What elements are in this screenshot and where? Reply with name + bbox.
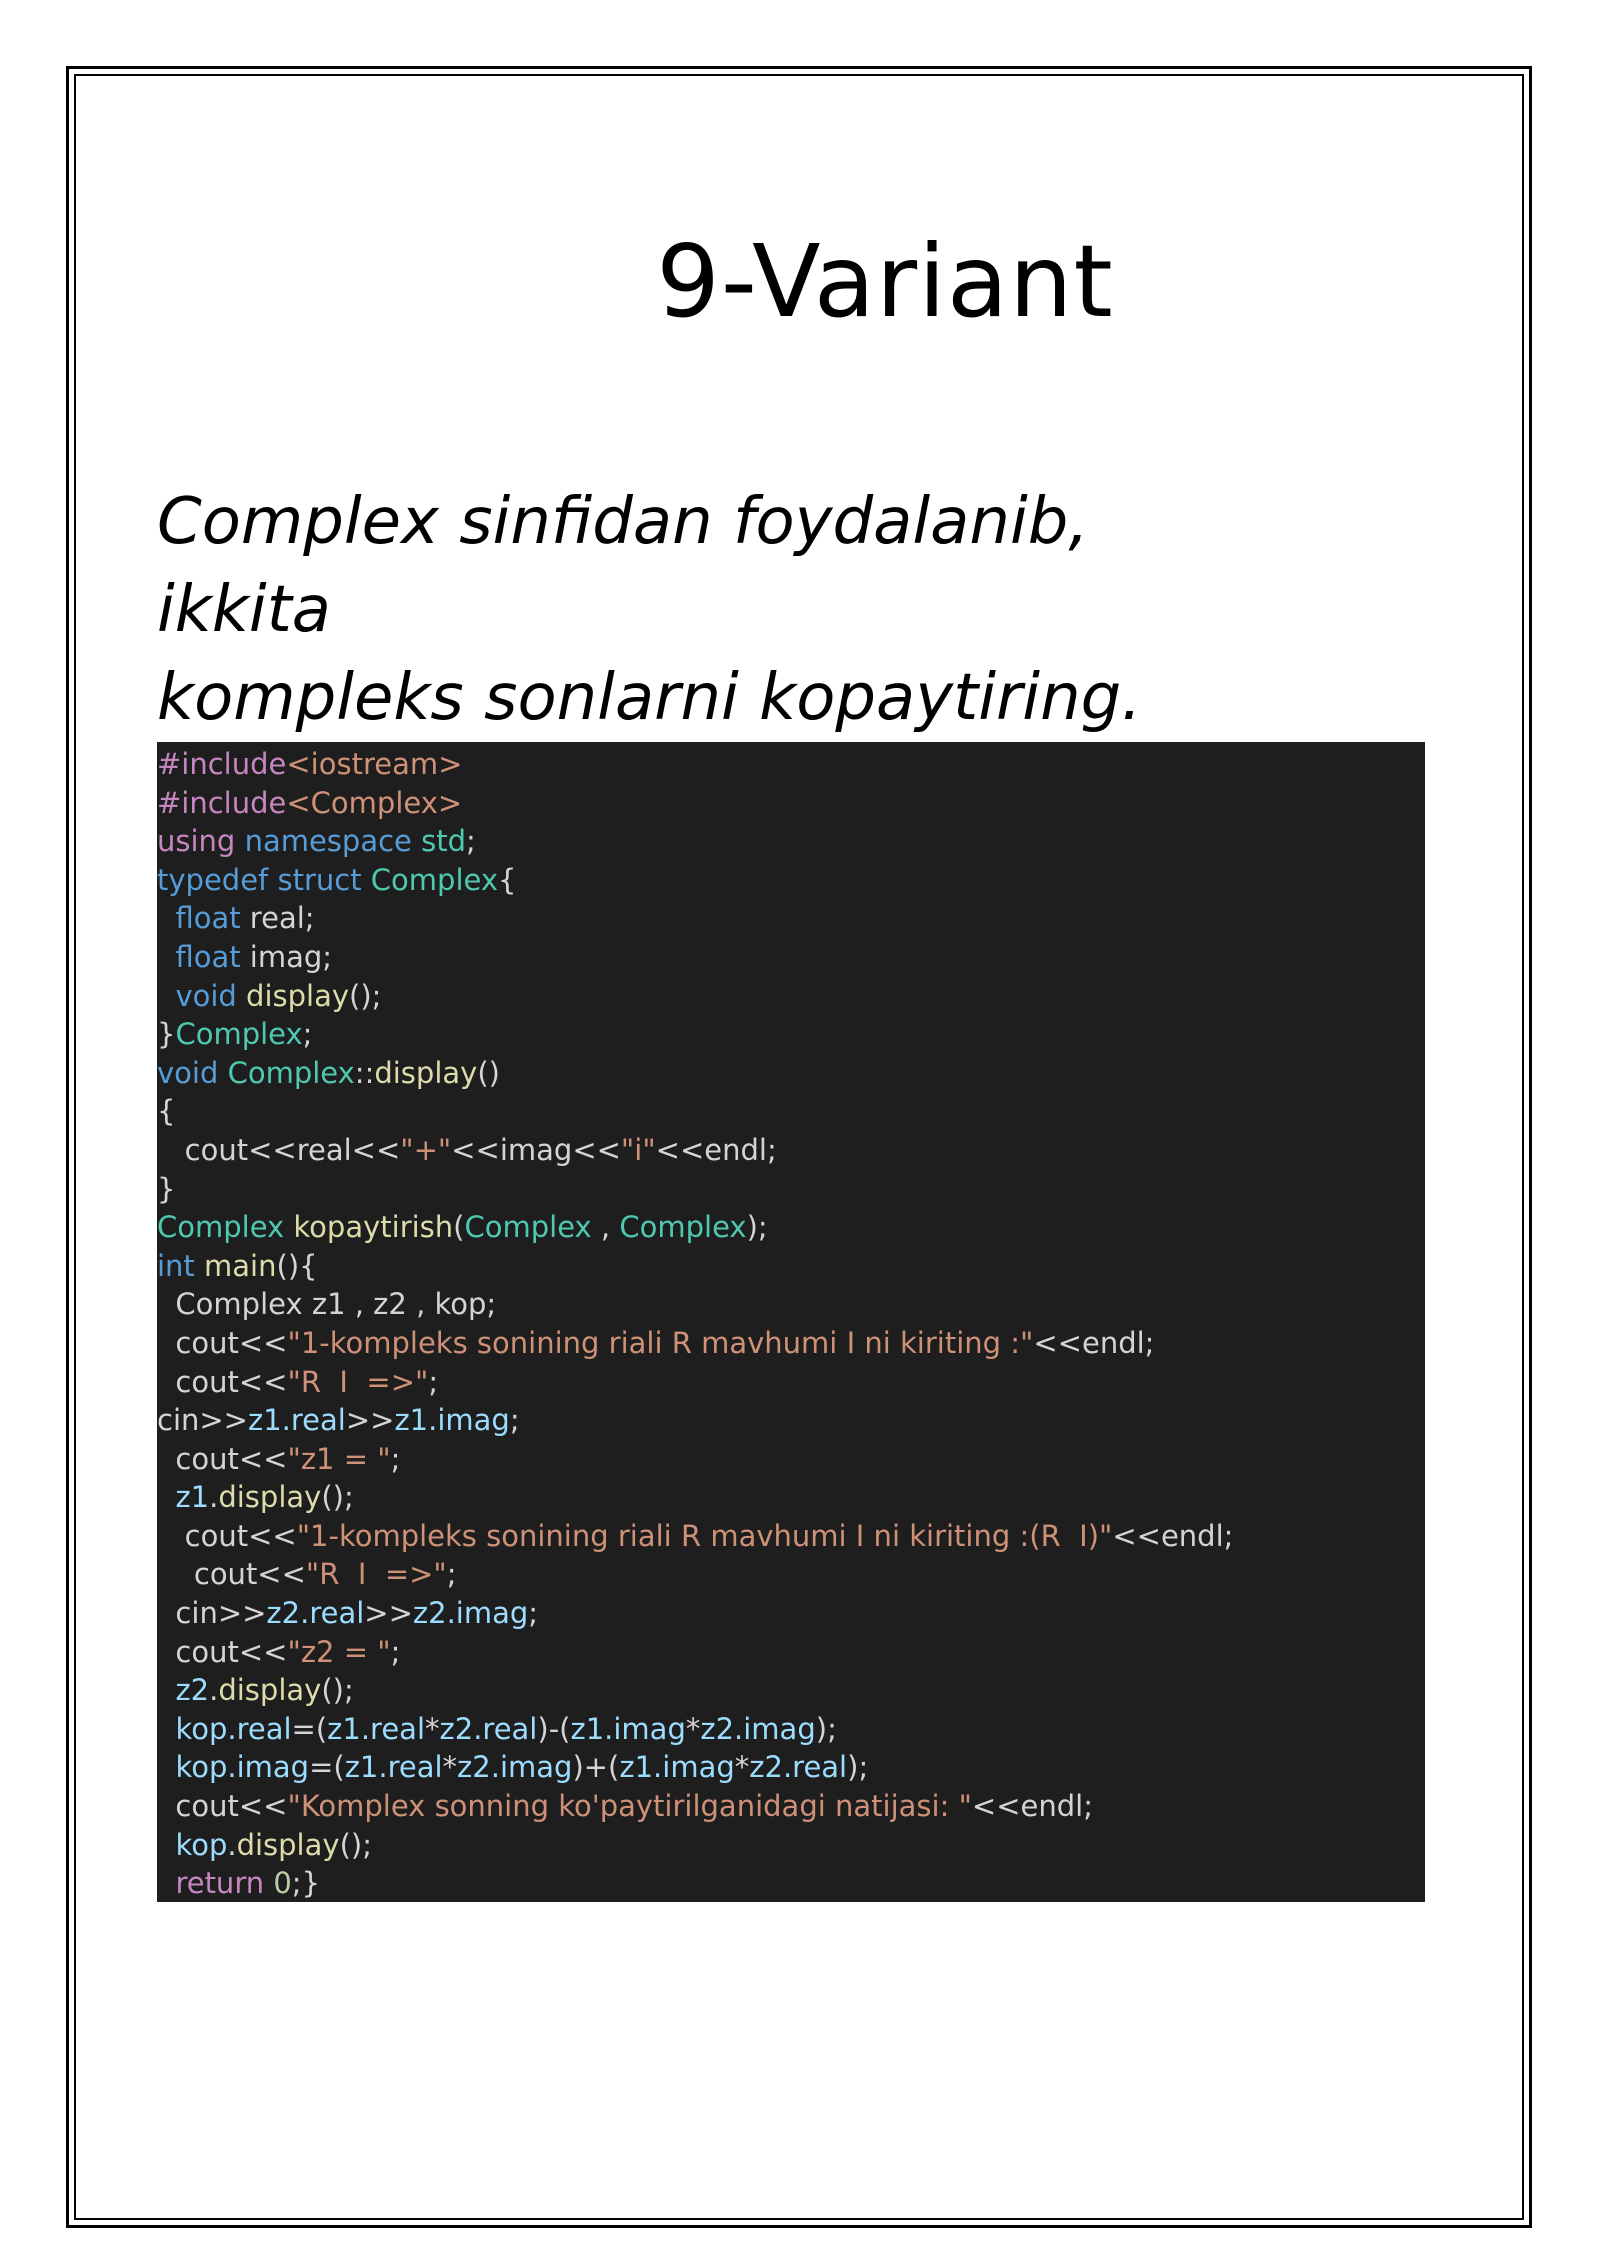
- code-token: );: [847, 1750, 869, 1785]
- code-line: [157, 1054, 1425, 1093]
- code-token: cin>>: [157, 1403, 248, 1438]
- code-line: [157, 1440, 1425, 1479]
- code-line: [157, 1324, 1425, 1363]
- code-token: [157, 1673, 175, 1707]
- code-line: [157, 1170, 1425, 1209]
- code-token: kop: [175, 1827, 228, 1862]
- task-description: [157, 478, 1257, 742]
- code-line: [157, 1787, 1425, 1826]
- code-token: );: [746, 1210, 768, 1245]
- code-token: z2.real: [749, 1750, 848, 1785]
- code-token: *: [442, 1750, 458, 1785]
- code-token: z1.imag: [619, 1750, 735, 1785]
- code-token: Complex: [157, 1210, 285, 1245]
- code-line: [157, 1131, 1425, 1170]
- code-line: [157, 822, 1425, 861]
- code-token: cin>>: [157, 1596, 267, 1631]
- code-line: [157, 1092, 1425, 1131]
- code-token: "R I =>": [287, 1364, 429, 1399]
- code-token: [157, 1866, 175, 1900]
- code-token: Complex: [175, 1017, 303, 1052]
- code-token: cout<<: [157, 1441, 288, 1476]
- code-token: struct: [277, 862, 362, 897]
- code-token: display: [236, 1827, 340, 1862]
- code-token: ();: [349, 978, 382, 1013]
- code-token: "1-kompleks sonining riali R mavhumi I ni kiriting :": [287, 1325, 1034, 1360]
- code-line: [157, 1864, 1425, 1903]
- code-token: }: [157, 1171, 176, 1206]
- code-token: >>: [364, 1596, 413, 1631]
- code-token: )-(: [537, 1711, 571, 1746]
- code-token: real;: [240, 901, 315, 936]
- code-token: "1-kompleks sonining riali R mavhumi I ni kiriting :(R I)": [296, 1518, 1113, 1553]
- code-token: >>: [345, 1403, 395, 1438]
- code-token: Complex: [370, 862, 498, 897]
- code-token: [237, 979, 246, 1013]
- code-token: ;: [446, 1557, 457, 1592]
- code-token: void: [157, 1055, 219, 1090]
- code-token: [362, 863, 371, 897]
- code-token: z2.imag: [700, 1711, 816, 1746]
- code-line: [157, 977, 1425, 1016]
- code-token: z1.real: [344, 1750, 443, 1785]
- code-token: ::: [354, 1055, 375, 1090]
- code-token: display: [218, 1480, 322, 1515]
- code-token: <<endl;: [655, 1132, 777, 1167]
- code-token: Complex: [464, 1210, 592, 1245]
- task-line-1: Complex sinfidan foydalanib, ikkita: [157, 485, 1089, 647]
- code-token: [157, 979, 175, 1013]
- page-title: 9-Variant: [656, 223, 1114, 340]
- code-token: =(: [309, 1750, 345, 1785]
- code-token: ;: [509, 1403, 520, 1438]
- code-token: z1: [175, 1480, 210, 1515]
- code-line: [157, 1363, 1425, 1402]
- code-token: [157, 901, 175, 935]
- code-token: display: [246, 978, 350, 1013]
- code-token: {: [498, 862, 517, 897]
- code-token: ,: [591, 1210, 620, 1245]
- code-token: z2.real: [439, 1711, 538, 1746]
- code-token: .: [227, 1827, 237, 1862]
- code-token: [157, 1828, 175, 1862]
- code-token: ;}: [291, 1866, 321, 1901]
- code-token: return: [175, 1866, 265, 1901]
- code-token: z2.imag: [412, 1596, 529, 1631]
- code-token: "Komplex sonning ko'paytirilganidagi natijasi: ": [287, 1789, 972, 1824]
- code-token: *: [685, 1711, 701, 1746]
- code-token: <<imag<<: [451, 1132, 621, 1167]
- code-line: [157, 1671, 1425, 1710]
- code-token: [157, 940, 175, 974]
- code-line: [157, 1247, 1425, 1286]
- code-line: [157, 1208, 1425, 1247]
- code-token: ;: [302, 1017, 313, 1052]
- code-token: <<endl;: [1033, 1325, 1155, 1360]
- code-token: ;: [428, 1364, 439, 1399]
- code-token: imag;: [240, 939, 333, 974]
- code-token: ();: [339, 1827, 372, 1862]
- code-token: int: [157, 1248, 195, 1283]
- code-token: )+(: [572, 1750, 620, 1785]
- code-token: kop.real: [175, 1711, 292, 1746]
- code-token: <<endl;: [971, 1789, 1093, 1824]
- code-token: "R I =>": [305, 1557, 447, 1592]
- code-token: (: [453, 1210, 465, 1245]
- code-token: display: [374, 1055, 478, 1090]
- code-token: cout<<: [157, 1557, 306, 1592]
- code-token: =(: [291, 1711, 328, 1746]
- code-token: typedef: [157, 862, 269, 897]
- code-token: (): [477, 1055, 500, 1090]
- code-token: 0: [273, 1866, 292, 1901]
- code-token: ;: [466, 824, 476, 859]
- code-token: z1.real: [327, 1711, 426, 1746]
- code-token: using: [157, 824, 236, 859]
- code-token: z2.imag: [457, 1750, 573, 1785]
- code-line: [157, 1710, 1425, 1749]
- code-token: "i": [620, 1132, 656, 1167]
- code-block: [157, 742, 1425, 1902]
- code-token: [264, 1866, 273, 1900]
- code-line: [157, 938, 1425, 977]
- code-line: [157, 861, 1425, 900]
- code-token: cout<<: [157, 1325, 288, 1360]
- code-line: [157, 1015, 1425, 1054]
- code-token: void: [175, 978, 237, 1013]
- code-token: cout<<: [157, 1364, 288, 1399]
- code-token: <Complex>: [286, 785, 463, 820]
- code-token: );: [815, 1711, 837, 1746]
- code-token: #include: [157, 785, 287, 820]
- code-token: z2: [175, 1673, 210, 1708]
- code-line: [157, 899, 1425, 938]
- code-line: [157, 1555, 1425, 1594]
- code-token: namespace: [244, 824, 412, 859]
- code-token: cout<<: [157, 1789, 288, 1824]
- code-token: main: [204, 1248, 277, 1283]
- code-line: [157, 1748, 1425, 1787]
- code-token: (){: [276, 1248, 318, 1283]
- code-line: [157, 745, 1425, 784]
- code-token: Complex: [227, 1055, 355, 1090]
- code-token: {: [157, 1094, 176, 1129]
- code-token: ;: [390, 1441, 401, 1476]
- code-token: z1.real: [247, 1403, 346, 1438]
- code-line: [157, 1594, 1425, 1633]
- code-line: [157, 1401, 1425, 1440]
- code-token: z1.imag: [394, 1403, 510, 1438]
- code-token: z2.real: [266, 1596, 365, 1631]
- code-token: display: [218, 1673, 322, 1708]
- code-token: "z2 = ": [287, 1634, 391, 1669]
- task-line-2: kompleks sonlarni kopaytiring.: [157, 661, 1142, 735]
- code-token: [157, 1712, 175, 1746]
- code-token: float: [175, 939, 241, 974]
- code-token: <<endl;: [1112, 1518, 1234, 1553]
- code-line: [157, 1633, 1425, 1672]
- code-token: cout<<: [157, 1518, 297, 1553]
- code-token: float: [175, 901, 241, 936]
- code-token: Complex: [619, 1210, 747, 1245]
- code-token: <iostream>: [286, 747, 463, 781]
- code-token: *: [425, 1711, 440, 1746]
- code-token: }: [157, 1017, 176, 1052]
- code-token: ;: [528, 1596, 539, 1631]
- code-line: [157, 1826, 1425, 1865]
- code-line: [157, 784, 1425, 823]
- code-token: std: [421, 824, 466, 859]
- code-token: .: [209, 1673, 219, 1708]
- code-token: *: [734, 1750, 750, 1785]
- code-token: cout<<: [157, 1634, 288, 1669]
- code-token: [157, 1750, 175, 1784]
- code-token: ();: [321, 1480, 354, 1515]
- code-token: [218, 1056, 227, 1090]
- code-token: kop.imag: [175, 1750, 310, 1785]
- code-token: [235, 824, 244, 858]
- code-token: "+": [400, 1132, 452, 1167]
- code-token: ;: [390, 1634, 401, 1669]
- code-token: cout<<real<<: [157, 1132, 401, 1167]
- code-line: [157, 1478, 1425, 1517]
- code-token: kopaytirish: [293, 1210, 454, 1245]
- code-token: [412, 824, 421, 858]
- code-token: #include: [157, 747, 287, 781]
- code-token: [195, 1249, 204, 1283]
- code-token: z1.imag: [570, 1711, 686, 1746]
- code-token: .: [209, 1480, 219, 1515]
- code-line: [157, 1285, 1425, 1324]
- code-line: [157, 1517, 1425, 1556]
- code-token: Complex z1 , z2 , kop;: [157, 1287, 497, 1322]
- code-token: [157, 1480, 175, 1514]
- code-token: ();: [321, 1673, 354, 1708]
- code-token: "z1 = ": [287, 1441, 391, 1476]
